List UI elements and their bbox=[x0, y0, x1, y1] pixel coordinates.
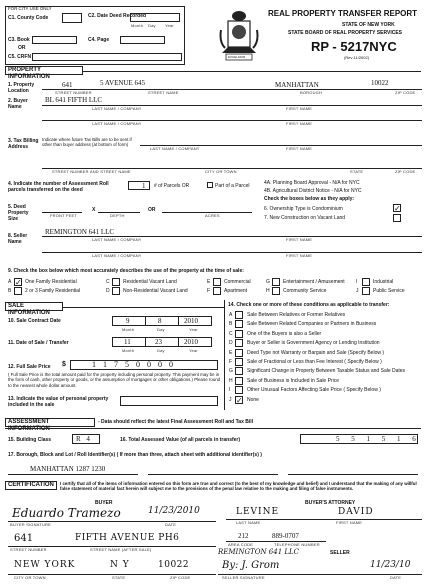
condition-letter-h: H bbox=[229, 377, 233, 384]
seller-name-value: REMINGTON 641 LLC bbox=[45, 228, 115, 236]
parcels-count-box bbox=[128, 181, 150, 190]
sub-seller-date: DATE bbox=[390, 575, 402, 580]
condition-letter-e: E bbox=[229, 349, 233, 356]
condition-label-c: One of the Buyers is also a Seller bbox=[247, 330, 322, 337]
sub-last-company-5: LAST NAME / COMPANY bbox=[92, 253, 142, 258]
tax-billing-note: Indicate where future Tax Bills are to be sent if other than buyer address (at bottom of form) bbox=[42, 137, 132, 148]
sub-buyer-date: DATE bbox=[165, 522, 177, 527]
c2-year: Year bbox=[165, 23, 174, 28]
transfer-day: 23 bbox=[155, 338, 162, 346]
divider bbox=[145, 316, 146, 326]
buyer-signature: Eduardo Tramezo bbox=[12, 506, 121, 520]
condition-letter-d: D bbox=[229, 340, 233, 347]
class-letter-a: A bbox=[8, 279, 12, 285]
sale-info-heading: SALE INFORMATION bbox=[5, 302, 63, 311]
condition-label-d: Buyer or Seller is Government Agency or Lending Institution bbox=[247, 340, 380, 347]
form-state: STATE OF NEW YORK bbox=[342, 22, 395, 28]
contract-year: 2010 bbox=[184, 317, 198, 325]
class-label-a: One Family Residential bbox=[25, 279, 77, 285]
class-checkbox-j[interactable] bbox=[362, 287, 370, 295]
check-boxes-title: Check the boxes below as they apply: bbox=[264, 196, 355, 202]
c5-boxes bbox=[32, 53, 182, 61]
class-label-e: Commercial bbox=[224, 279, 251, 285]
rule bbox=[8, 474, 138, 475]
parcels-count-value: 1 bbox=[142, 182, 146, 190]
class-label-j: Public Service bbox=[373, 288, 405, 294]
sub-last-company-3: LAST NAME / COMPANY bbox=[150, 146, 200, 151]
sub-borough: BOROUGH bbox=[300, 90, 323, 95]
sale-price-value: 1 1 7 5 0 0 0 0 bbox=[92, 360, 176, 369]
sub-last-company-4: LAST NAME / COMPANY bbox=[92, 237, 142, 242]
seller-signature: By: J. Grom bbox=[222, 560, 280, 571]
deed-x: X bbox=[92, 207, 96, 213]
transfer-date-label: 11. Date of Sale / Transfer bbox=[8, 340, 69, 346]
tax-billing-label: 3. Tax Billing Address bbox=[8, 138, 39, 150]
c3-label: C3. Book bbox=[8, 37, 30, 43]
class-label-h: Community Service bbox=[283, 288, 327, 294]
contract-sub-month: Month bbox=[122, 327, 135, 332]
sub-area-code: AREA CODE bbox=[228, 542, 254, 547]
condition-letter-a: A bbox=[229, 312, 233, 318]
sub-buyer-street-number: STREET NUMBER bbox=[10, 547, 47, 552]
condition-checkbox-h[interactable] bbox=[235, 377, 243, 385]
divider bbox=[178, 316, 179, 326]
condition-checkbox-g[interactable] bbox=[235, 367, 243, 375]
c3-or: OR bbox=[18, 45, 26, 51]
class-checkbox-i[interactable] bbox=[362, 278, 370, 286]
c2-month: Month bbox=[131, 23, 144, 28]
class-letter-b: B bbox=[8, 288, 12, 294]
sub-seller-signature: SELLER SIGNATURE bbox=[222, 575, 265, 580]
buyer-name-value: BL 641 FIFTH LLC bbox=[45, 96, 103, 104]
sub-state: STATE bbox=[350, 169, 364, 174]
sub-street-name: STREET NAME bbox=[148, 90, 179, 95]
class-checkbox-e[interactable] bbox=[213, 278, 221, 286]
sub-city-town: CITY OR TOWN bbox=[205, 169, 237, 174]
c3-boxes bbox=[32, 36, 77, 44]
sale-price-label: 12. Full Sale Price bbox=[8, 364, 51, 370]
contract-month: 9 bbox=[126, 317, 130, 325]
class-letter-h: H bbox=[266, 288, 270, 294]
assessed-value-label: 16. Total Assessed Value (of all parcels in transfer) bbox=[120, 437, 241, 443]
class-label-c: Residential Vacant Land bbox=[123, 279, 177, 285]
for-city-use-label: FOR CITY USE ONLY bbox=[8, 6, 52, 11]
identifier-value: MANHATTAN 1287 1230 bbox=[30, 465, 106, 473]
assessment-note: - Data should reflect the latest Final Assessment Roll and Tax Bill bbox=[98, 419, 254, 425]
condition-checkbox-a[interactable] bbox=[235, 311, 243, 319]
sub-buyer-state: STATE bbox=[112, 575, 126, 580]
sub-first-2: FIRST NAME bbox=[286, 121, 313, 126]
condition-letter-c: C bbox=[229, 330, 233, 337]
sub-zip-3: ZIP CODE bbox=[395, 169, 416, 174]
deed-size-label: 5. Deed Property Size bbox=[8, 204, 29, 222]
contract-date-label: 10. Sale Contract Date bbox=[8, 318, 61, 324]
c1-label: C1. County Code bbox=[8, 15, 49, 21]
sub-attorney-first: FIRST NAME bbox=[336, 520, 363, 525]
condition-checkbox-f[interactable] bbox=[235, 358, 243, 366]
condo-checkbox[interactable]: ✓ bbox=[394, 204, 401, 213]
identifier-label: 17. Borough, Block and Lot / Roll Identifier(s) ( If more than three, attach sheet with additional identifier(s) ) bbox=[8, 452, 262, 458]
parcels-label: 4. Indicate the number of Assessment Roll parcels transferred on the deed bbox=[8, 181, 109, 193]
building-class-label: 15. Building Class bbox=[8, 437, 52, 443]
c4-boxes bbox=[120, 36, 165, 44]
contract-day: 8 bbox=[158, 317, 162, 325]
assessment-heading: ASSESSMENT INFORMATION bbox=[5, 418, 95, 427]
condition-label-a: Sale Between Relatives or Former Relatives bbox=[247, 312, 346, 318]
buyer-name-label: 2. Buyer Name bbox=[8, 98, 28, 110]
divider bbox=[5, 428, 421, 429]
class-letter-f: F bbox=[207, 288, 211, 294]
class-checkbox-h[interactable] bbox=[272, 287, 280, 295]
sub-buyer-street-name: STREET NAME (AFTER SALE) bbox=[90, 547, 152, 552]
sub-first-5: FIRST NAME bbox=[286, 253, 313, 258]
borough-value: MANHATTAN bbox=[275, 81, 319, 89]
property-class-intro: 9. Check the box below which most accurately describes the use of the property at the time of sale: bbox=[8, 268, 244, 274]
class-checkbox-d[interactable] bbox=[112, 287, 120, 295]
condo-label: 6. Ownership Type is Condominium bbox=[264, 206, 343, 212]
condition-label-b: Sale Between Related Companies or Partners in Business bbox=[247, 321, 377, 328]
buyer-date: 11/23/2010 bbox=[148, 506, 200, 516]
rule bbox=[42, 89, 422, 90]
condition-checkbox-d[interactable] bbox=[235, 339, 243, 347]
sub-attorney-last: LAST NAME bbox=[236, 520, 261, 525]
class-letter-d: D bbox=[106, 288, 110, 294]
sub-zip: ZIP CODE bbox=[395, 90, 416, 95]
divider bbox=[224, 300, 225, 410]
class-letter-i: I bbox=[356, 279, 358, 285]
condition-letter-f: F bbox=[229, 359, 233, 365]
certification-text: I certify that all of the items of information entered on this form are true and correct (to the best of my knowledge and belief) and I understand that the making of any willful false statement of material fact herein will subject me to the provisions of the penal law relative to the making and filing of false instruments. bbox=[60, 481, 417, 492]
rule bbox=[148, 474, 278, 475]
condition-checkbox-j[interactable]: ✓ bbox=[236, 395, 243, 405]
sub-first-1: FIRST NAME bbox=[286, 106, 313, 111]
contract-sub-day: Day bbox=[157, 327, 165, 332]
sub-buyer-signature: BUYER SIGNATURE bbox=[10, 522, 51, 527]
class-checkbox-f[interactable] bbox=[213, 287, 221, 295]
street-number-value: 641 bbox=[62, 81, 73, 89]
sub-street-number: STREET NUMBER bbox=[55, 90, 92, 95]
buyer-state: N Y bbox=[110, 560, 130, 570]
transfer-month: 11 bbox=[124, 338, 131, 346]
sub-street-num-name: STREET NUMBER AND STREET NAME bbox=[52, 169, 131, 174]
c2-day: Day bbox=[148, 23, 156, 28]
buyer-city: NEW YORK bbox=[14, 560, 76, 570]
sub-front-feet: FRONT FEET bbox=[50, 213, 78, 218]
c5-label: C5. CRFN bbox=[8, 54, 32, 60]
divider bbox=[145, 337, 146, 347]
sale-price-note: ( Full Sale Price is the total amount paid for the property including personal property. This payment may be in the form of cash, other property or goods, or the assumption of mortgages or other obligations.) Please round to the nearest whole dollar amount. bbox=[8, 372, 221, 388]
buyer-heading: BUYER bbox=[95, 500, 113, 506]
divider bbox=[83, 71, 421, 72]
new-construction-checkbox[interactable] bbox=[393, 214, 401, 222]
personal-property-label: 13. Indicate the value of personal property included in the sale bbox=[8, 396, 109, 408]
conditions-title: 14. Check one or more of these conditions as applicable to transfer: bbox=[228, 302, 390, 308]
buyer-street-name: FIFTH AVENUE PH6 bbox=[75, 533, 180, 543]
part-of-parcel-label: Part of a Parcel bbox=[215, 183, 250, 189]
sub-last-company-2: LAST NAME / COMPANY bbox=[92, 121, 142, 126]
form-title: REAL PROPERTY TRANSFER REPORT bbox=[268, 9, 418, 18]
deed-or: OR bbox=[148, 207, 156, 213]
property-info-heading: PROPERTY INFORMATION bbox=[5, 66, 83, 75]
condition-label-i: Other Unusual Factors Affecting Sale Price ( Specify Below ) bbox=[247, 387, 381, 394]
condition-label-f: Sale of Fractional or Less than Fee Interest ( Specify Below ) bbox=[247, 359, 382, 365]
sub-depth: DEPTH bbox=[110, 213, 125, 218]
condition-checkbox-b[interactable] bbox=[235, 320, 243, 328]
assessed-value: 5 5 1 5 1 6 bbox=[336, 435, 421, 443]
class-checkbox-a[interactable]: ✓ bbox=[15, 278, 22, 287]
property-location-label: 1. Property Location bbox=[8, 82, 35, 94]
attorney-area-code: 212 bbox=[238, 532, 249, 540]
class-label-g: Entertainment / Amusement bbox=[283, 279, 345, 285]
attorney-first-name: DAVID bbox=[338, 507, 374, 517]
attorney-phone: 889-0707 bbox=[272, 532, 299, 540]
divider bbox=[63, 307, 224, 308]
seller-name-label: 8. Seller Name bbox=[8, 233, 28, 245]
class-label-i: Industrial bbox=[373, 279, 394, 285]
c2-boxes bbox=[130, 13, 180, 22]
condition-letter-g: G bbox=[229, 368, 233, 375]
condition-letter-b: B bbox=[229, 321, 233, 328]
buyer-zip: 10022 bbox=[158, 560, 190, 570]
dollar-sign: $ bbox=[62, 361, 66, 368]
condition-checkbox-e[interactable] bbox=[235, 349, 243, 357]
condition-label-g: Significant Change in Property Between Taxable Status and Sale Dates bbox=[247, 368, 406, 375]
class-label-f: Apartment bbox=[224, 288, 248, 294]
sub-first-3: FIRST NAME bbox=[286, 146, 313, 151]
condition-label-j: None bbox=[247, 396, 259, 403]
divider bbox=[178, 337, 179, 347]
zip-value: 10022 bbox=[371, 79, 389, 87]
sub-acres: ACRES bbox=[205, 213, 220, 218]
buyer-street-number: 641 bbox=[14, 533, 34, 544]
class-checkbox-g[interactable] bbox=[272, 278, 280, 286]
new-construction-label: 7. New Construction on Vacant Land bbox=[264, 215, 346, 221]
certification-heading: CERTIFICATION bbox=[5, 481, 57, 490]
class-letter-e: E bbox=[207, 279, 211, 285]
transfer-sub-month: Month bbox=[122, 348, 135, 353]
condition-letter-i: I bbox=[229, 387, 231, 394]
condition-label-e: Deed Type not Warranty or Bargain and Sale (Specify Below ) bbox=[247, 349, 385, 356]
sub-buyer-zip: ZIP CODE bbox=[170, 575, 191, 580]
condition-checkbox-c[interactable] bbox=[235, 330, 243, 338]
condition-label-h: Sale of Business is Included in Sale Price bbox=[247, 377, 339, 384]
transfer-sub-year: Year bbox=[189, 348, 198, 353]
rule bbox=[288, 474, 418, 475]
seller-label: SELLER bbox=[330, 550, 350, 556]
contract-sub-year: Year bbox=[189, 327, 198, 332]
transfer-sub-day: Day bbox=[157, 348, 165, 353]
building-class-value: R 4 bbox=[76, 435, 92, 443]
seller-date: 11/23/10 bbox=[370, 560, 411, 570]
condition-letter-j: J bbox=[229, 396, 232, 403]
class-checkbox-c[interactable] bbox=[112, 278, 120, 286]
sub-last-company-1: LAST NAME / COMPANY bbox=[92, 106, 142, 111]
planning-board-label: 4A. Planning Board Approval - N/A for NYC bbox=[264, 180, 360, 186]
parcels-or: # of Parcels OR bbox=[154, 183, 190, 189]
c1-boxes bbox=[62, 13, 82, 23]
sub-phone: TELEPHONE NUMBER bbox=[274, 542, 320, 547]
personal-property-box bbox=[120, 396, 218, 406]
form-board: STATE BOARD OF REAL PROPERTY SERVICES bbox=[288, 30, 402, 36]
seal-motto: EXCELSIOR bbox=[228, 55, 246, 59]
sub-first-4: FIRST NAME bbox=[286, 237, 313, 242]
street-name-value: 5 AVENUE 645 bbox=[100, 79, 145, 87]
condition-checkbox-i[interactable] bbox=[235, 386, 243, 394]
class-letter-j: J bbox=[356, 288, 359, 294]
c2-label: C2. Date Deed Recorded bbox=[88, 13, 147, 19]
seller-stamp: REMINGTON 641 LLC bbox=[218, 548, 300, 556]
agri-district-label: 4B. Agricultural District Notice - N/A for NYC bbox=[264, 188, 362, 194]
class-letter-c: C bbox=[106, 279, 110, 285]
c4-label: C4. Page bbox=[88, 37, 110, 43]
class-label-b: 2 or 3 Family Residential bbox=[25, 288, 81, 294]
sub-buyer-city: CITY OR TOWN bbox=[14, 575, 46, 580]
transfer-year: 2010 bbox=[184, 338, 198, 346]
part-of-parcel-checkbox[interactable] bbox=[207, 182, 213, 188]
form-id: RP - 5217NYC bbox=[311, 39, 397, 54]
buyer-attorney-heading: BUYER'S ATTORNEY bbox=[305, 500, 356, 506]
form-revision: (Rev 11/2002) bbox=[344, 55, 370, 60]
attorney-last-name: LEVINE bbox=[236, 507, 280, 517]
class-letter-g: G bbox=[266, 279, 270, 285]
class-checkbox-b[interactable] bbox=[14, 287, 22, 295]
class-label-d: Non-Residential Vacant Land bbox=[123, 288, 188, 294]
ny-state-seal bbox=[218, 8, 260, 62]
